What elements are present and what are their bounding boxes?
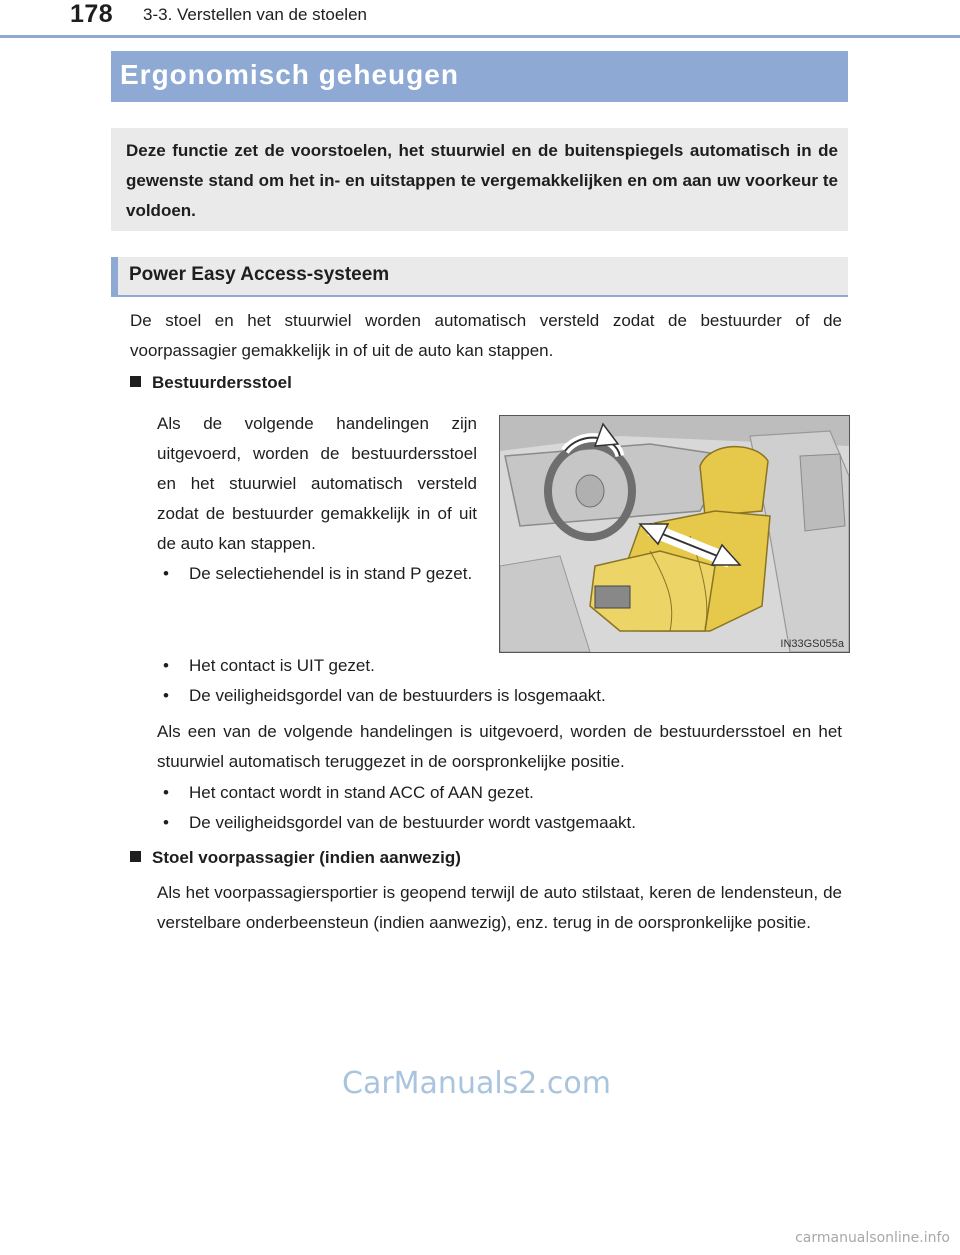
intro-text: Deze functie zet de voorstoelen, het stuurwiel en de buitenspiegels automatisch in de gewenste stand om het in- en uitstappen te vergemakkelijken en om aan uw voorkeur te voldoen. — [126, 141, 838, 220]
square-bullet-icon — [130, 851, 141, 862]
list-item-text: De veiligheidsgordel van de bestuurder wordt vastgemaakt. — [189, 813, 636, 832]
page-number: 178 — [70, 0, 114, 28]
list-item-text: Het contact is UIT gezet. — [189, 656, 375, 675]
driver-seat-heading — [130, 373, 292, 393]
list-item-text: De veiligheidsgordel van de bestuurders is losgemaakt. — [189, 686, 606, 705]
car-interior-seat-icon — [500, 416, 849, 652]
running-header: 3-3. Verstellen van de stoelen — [143, 5, 367, 24]
driver-paragraph-1: Als de volgende handelingen zijn uitgevoerd, worden de bestuurdersstoel en het stuurwiel automatisch versteld zodat de bestuurder gemakkelijk in of uit de auto kan stappen. — [157, 414, 477, 553]
section-heading-bar — [111, 257, 848, 297]
bullet-dot-icon: • — [163, 783, 169, 802]
watermark: CarManuals2.com — [342, 1066, 612, 1101]
section-heading: Power Easy Access-systeem — [129, 264, 390, 285]
figure-code: IN33GS055a — [780, 638, 844, 650]
intro-box — [111, 128, 848, 231]
page-title: Ergonomisch geheugen — [120, 59, 459, 90]
section-paragraph: De stoel en het stuurwiel worden automatisch versteld zodat de bestuurder of de voorpassagier gemakkelijk in of uit de auto kan stappen. — [130, 311, 842, 360]
passenger-seat-heading — [130, 848, 461, 868]
square-bullet-icon — [130, 376, 141, 387]
list-item-text: De selectiehendel is in stand P gezet. — [189, 564, 473, 583]
bullet-dot-icon: • — [163, 686, 169, 705]
bullet-dot-icon: • — [163, 813, 169, 832]
header-divider — [0, 35, 960, 38]
list-item-text: Het contact wordt in stand ACC of AAN gezet. — [189, 783, 534, 802]
bullet-dot-icon: • — [163, 564, 169, 583]
bullet-dot-icon: • — [163, 656, 169, 675]
passenger-seat-heading-text: Stoel voorpassagier (indien aanwezig) — [152, 848, 461, 867]
passenger-paragraph: Als het voorpassagiersportier is geopend terwijl de auto stilstaat, keren de lendensteun, de verstelbare onderbeensteun (indien aanwezig), enz. terug in de oorspronkelijke positie. — [157, 883, 842, 932]
seat-illustration — [499, 415, 850, 653]
page-title-bar — [111, 51, 848, 102]
driver-seat-heading-text: Bestuurdersstoel — [152, 373, 292, 392]
footer-url: carmanualsonline.info — [795, 1230, 950, 1246]
driver-paragraph-2: Als een van de volgende handelingen is uitgevoerd, worden de bestuurdersstoel en het stuurwiel automatisch teruggezet in de oorspronkelijke positie. — [157, 722, 842, 771]
